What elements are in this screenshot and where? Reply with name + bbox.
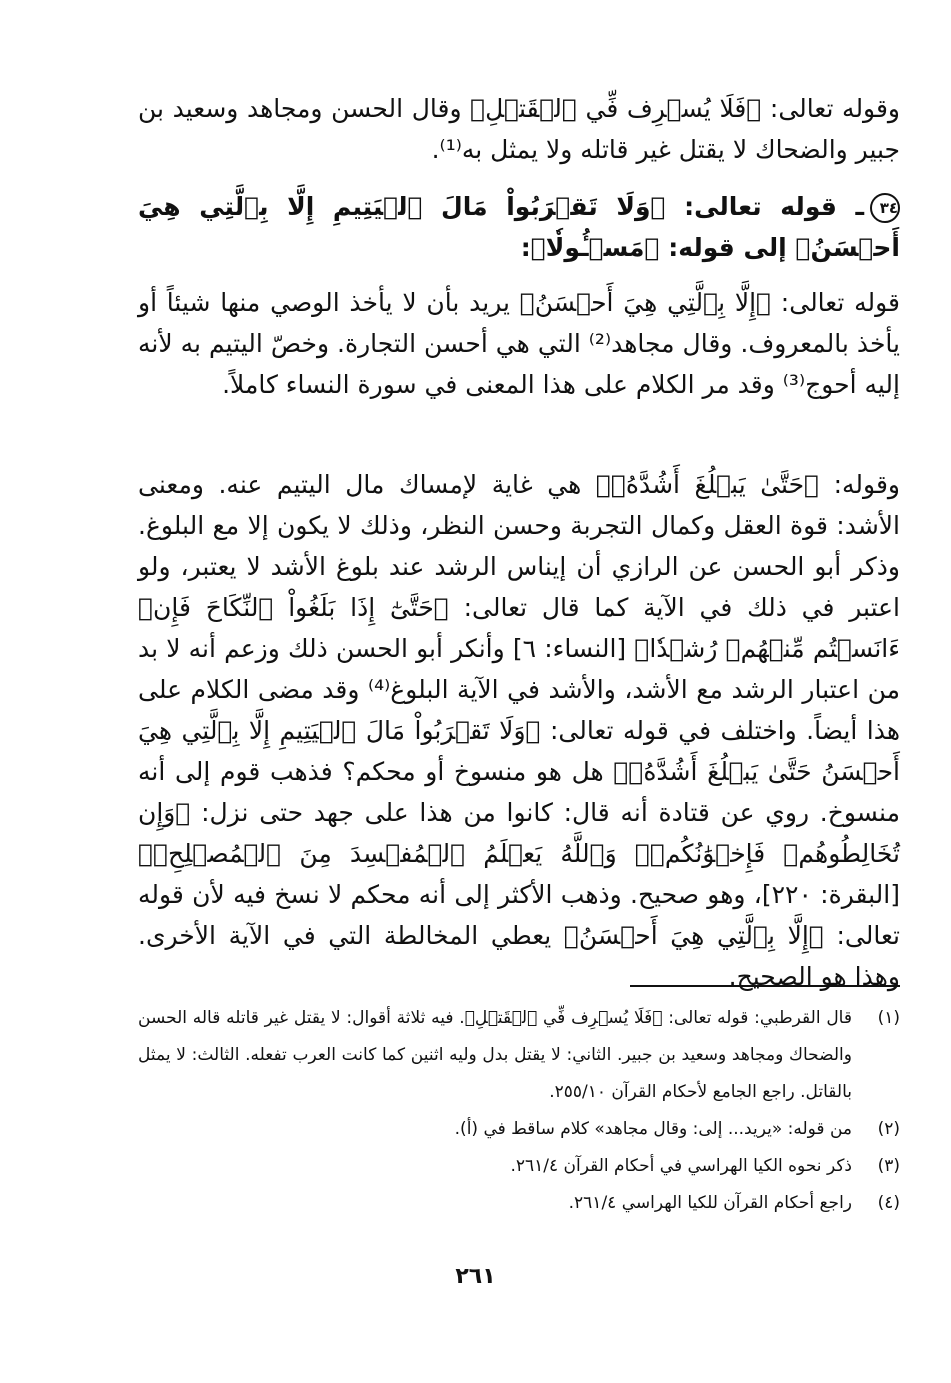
paragraph-1: وقوله تعالى: ﴿فَلَا يُسۡرِف فِّي ٱلۡقَتۡلِ﴾ وقال الحسن ومجاهد وسعيد بن جبير والضحاك لا يقتل غير قاتله ولا يمثل به⁽¹⁾.: [138, 94, 900, 164]
footnote-number: (٣): [877, 1156, 900, 1176]
footnote-number: (٢): [877, 1119, 900, 1139]
footnote-text: قال القرطبي: قوله تعالى: ﴿فَلَا يُسۡرِف فِّي ٱلۡقَتۡلِ﴾. فيه ثلاثة أقوال: لا يقتل غير قاتله قاله الحسن والضحاك ومجاهد وسعيد بن جبير. الثاني: لا يقتل بدل وليه اثنين كما كانت العرب تفعله. الثالث: لا يمثل بالقاتل. راجع الجامع لأحكام القرآن ٢٥٥/١٠.: [138, 1008, 852, 1102]
footnote-1: [138, 1000, 900, 1111]
footnote-number: (٤): [877, 1193, 900, 1213]
verse-number-badge: ٣٤: [870, 193, 900, 223]
footnotes: [138, 1000, 900, 1222]
footnote-text: من قوله: «يريد... إلى: وقال مجاهد» كلام ساقط في (أ).: [454, 1119, 852, 1139]
footnote-4: [138, 1185, 900, 1222]
paragraph-2: قوله تعالى: ﴿إِلَّا بِٱلَّتِي هِيَ أَحۡسَنُ﴾ يريد بأن لا يأخذ الوصي منها شيئاً أو يأخذ بالمعروف. وقال مجاهد⁽²⁾ التي هي أحسن التجارة. وخصّ اليتيم به لأنه إليه أحوج⁽³⁾ وقد مر الكلام على هذا المعنى في سورة النساء كاملاً.: [138, 288, 900, 399]
page-number: ٢٦١: [455, 1264, 496, 1289]
footnote-3: [138, 1148, 900, 1185]
footnote-text: راجع أحكام القرآن للكيا الهراسي ٢٦١/٤.: [568, 1193, 852, 1213]
footnote-2: [138, 1111, 900, 1148]
paragraph-3: وقوله: ﴿حَتَّىٰ يَبۡلُغَ أَشُدَّهُۥ﴾ هي غاية لإمساك مال اليتيم عنه. ومعنى الأشد: قوة العقل وكمال التجربة وحسن النظر، وذلك لا يكون إلا مع البلوغ. وذكر أبو الحسن عن الرازي أن إيناس الرشد عند بلوغ الأشد لا يعتبر، ولو اعتبر في ذلك في الآية كما قال تعالى: ﴿حَتَّىٰٓ إِذَا بَلَغُواْ ٱلنِّكَاحَ فَإِنۡ ءَانَسۡتُم مِّنۡهُمۡ رُشۡدٗا﴾ [النساء: ٦] وأنكر أبو الحسن ذلك وزعم أنه لا بد من اعتبار الرشد مع الأشد، والأشد في الآية البلوغ⁽⁴⁾ وقد مضى الكلام على هذا أيضاً. واختلف في قوله تعالى: ﴿وَلَا تَقۡرَبُواْ مَالَ ٱلۡيَتِيمِ إِلَّا بِٱلَّتِي هِيَ أَحۡسَنُ حَتَّىٰ يَبۡلُغَ أَشُدَّهُۥ﴾ هل هو منسوخ أو محكم؟ فذهب قوم إلى أنه منسوخ. روي عن قتادة أنه قال: كانوا من هذا على جهد حتى نزل: ﴿وَإِن تُخَالِطُوهُمۡ فَإِخۡوَٰنُكُمۡۚ وَٱللَّهُ يَعۡلَمُ ٱلۡمُفۡسِدَ مِنَ ٱلۡمُصۡلِحِۚ﴾ [البقرة: ٢٢٠]، وهو صحيح. وذهب الأكثر إلى أنه محكم لا نسخ فيه لأن قوله تعالى: ﴿إِلَّا بِٱلَّتِي هِيَ أَحۡسَنُ﴾ يعطي المخالطة التي في الآية الأخرى. وهذا هو الصحيح.: [138, 470, 901, 991]
footnote-separator: [630, 985, 900, 987]
verse-heading-text: ـ قوله تعالى: ﴿وَلَا تَقۡرَبُواْ مَالَ ٱلۡيَتِيمِ إِلَّا بِٱلَّتِي هِيَ أَحۡسَنُ﴾ إلى قوله: ﴿مَسۡـُٔولٗا﴾:: [138, 192, 900, 262]
footnote-number: (١): [877, 1008, 900, 1028]
footnote-text: ذكر نحوه الكيا الهراسي في أحكام القرآن ٢٦١/٤.: [510, 1156, 852, 1176]
verse-heading: [138, 186, 900, 268]
